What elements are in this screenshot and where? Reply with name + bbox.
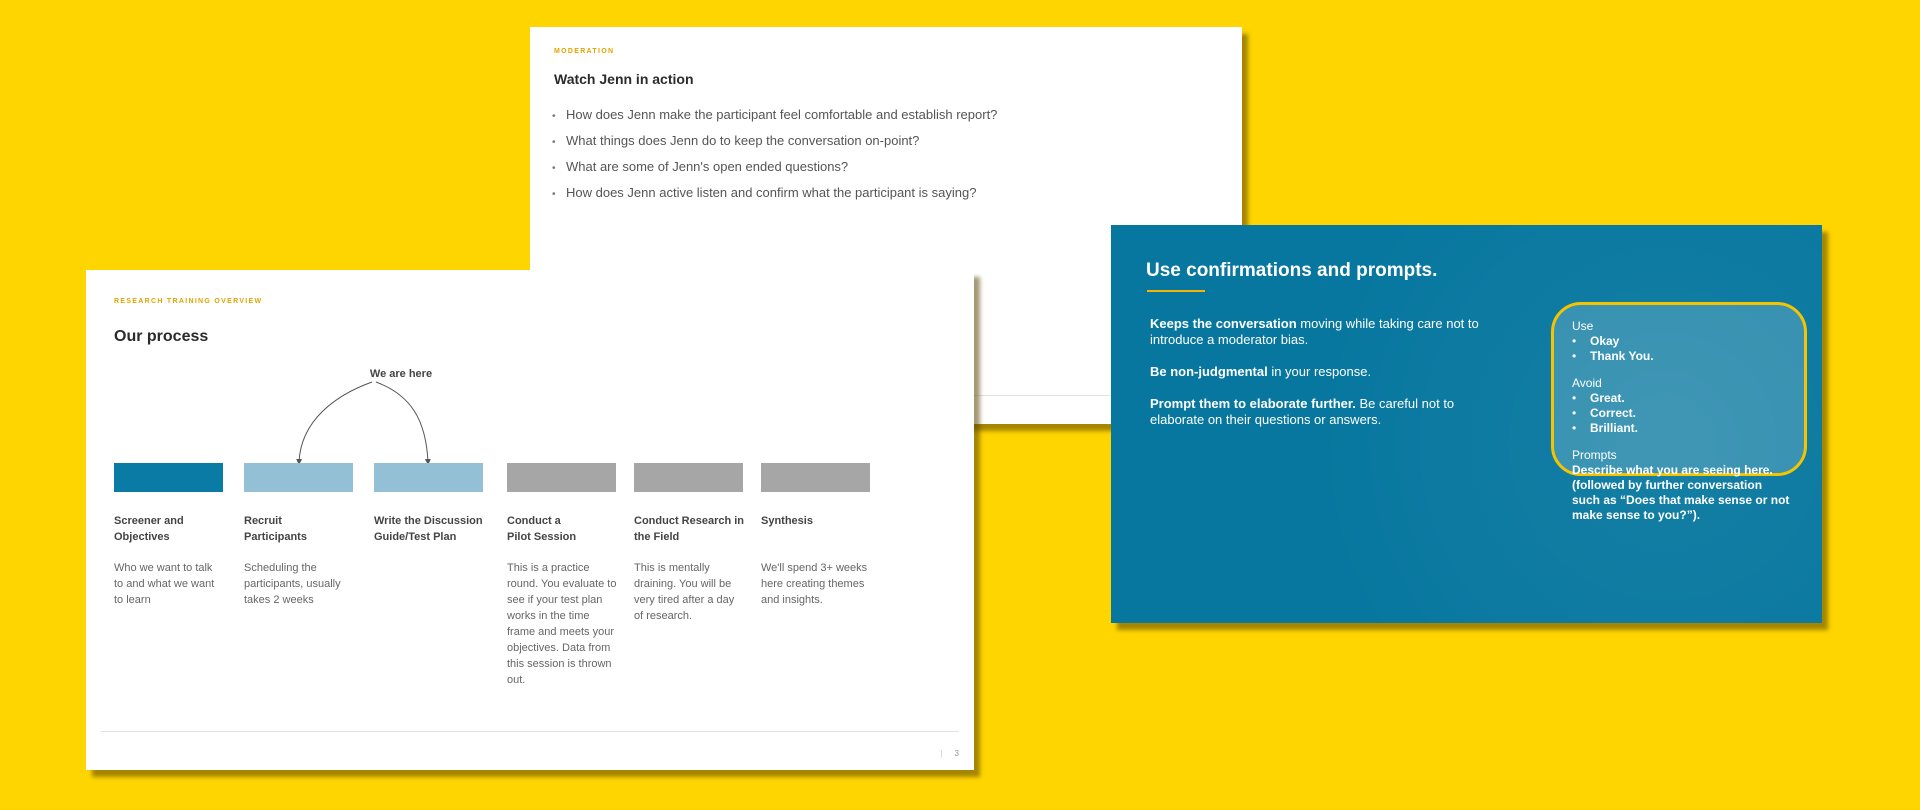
step-title [244, 513, 356, 545]
step-title-line: Recruit [244, 515, 282, 527]
use-item: Thank You. [1590, 349, 1654, 363]
step-title [374, 513, 486, 545]
list-item: • How does Jenn make the participant feel comfortable and establish report? [552, 107, 998, 122]
list-item: • Great. [1572, 391, 1625, 405]
step-description-line: frame and meets your [507, 626, 614, 638]
use-item: Okay [1590, 334, 1620, 348]
paragraph-bold: Be non-judgmental [1150, 364, 1268, 379]
callout-box [1551, 302, 1807, 522]
avoid-label: Avoid [1572, 376, 1602, 390]
step-title-line: the Field [634, 531, 680, 543]
paragraph [1150, 364, 1490, 380]
paragraph [1150, 396, 1490, 428]
question-text: How does Jenn make the participant feel comfortable and establish report? [566, 107, 998, 122]
question-text: What are some of Jenn's open ended questions? [566, 159, 849, 174]
step-description [507, 560, 619, 688]
step-bar [374, 463, 483, 492]
footer-divider [101, 731, 959, 732]
step-description-line: see if your test plan [507, 594, 603, 606]
paragraph-bold: Keeps the conversation [1150, 316, 1297, 331]
list-item: • Okay [1572, 334, 1620, 348]
step-title-line: Conduct Research in [634, 515, 745, 527]
step-title-line: Participants [244, 531, 307, 543]
avoid-item: Correct. [1590, 406, 1637, 420]
step-description-line: round. You evaluate to [507, 578, 617, 590]
list-item: • What things does Jenn do to keep the conversation on-point? [552, 133, 920, 148]
step-description-line: of research. [634, 610, 693, 622]
step-title-line: Synthesis [761, 515, 813, 527]
slide-title: Watch Jenn in action [554, 71, 694, 87]
step-description [634, 560, 746, 624]
page-number-value: 3 [954, 749, 959, 758]
step-title [507, 513, 619, 545]
list-item: • Thank You. [1572, 349, 1654, 363]
slide-prompts [1111, 225, 1822, 623]
step-bar [634, 463, 743, 492]
step-description-line: Scheduling the [244, 562, 317, 574]
list-item: • How does Jenn active listen and confirm what the participant is saying? [552, 185, 977, 200]
question-list [552, 107, 997, 211]
step-description-line: very tired after a day [634, 594, 735, 606]
step-description-line: participants, usually [244, 578, 341, 590]
paragraph-rest: Be careful not to elaborate on their questions or answers. [1150, 396, 1455, 427]
paragraph [1150, 316, 1490, 348]
paragraph-bold: Prompt them to elaborate further. [1150, 396, 1356, 411]
question-text: What things does Jenn do to keep the conversation on-point? [566, 133, 920, 148]
step-description-line: to and what we want [114, 578, 215, 590]
paragraph-rest: moving while taking care not to introduce a moderator bias. [1150, 316, 1479, 347]
step-title-line: Conduct a [507, 515, 561, 527]
list-item: • Correct. [1572, 406, 1637, 420]
avoid-item: Brilliant. [1590, 421, 1639, 435]
step-description-line: works in the time [507, 610, 590, 622]
step-bar [507, 463, 616, 492]
step-description-line: here creating themes [761, 578, 865, 590]
page-number: | 3 [940, 749, 959, 758]
step-bar [244, 463, 353, 492]
step-title-line: Screener and [114, 515, 184, 527]
avoid-item: Great. [1590, 391, 1625, 405]
step-description-line: This is mentally [634, 562, 710, 574]
step-description [114, 560, 226, 608]
prompts-label: Prompts [1572, 448, 1617, 462]
step-description-line: This is a practice [507, 562, 590, 574]
avoid-list [1572, 391, 1792, 436]
title-underline [1147, 290, 1205, 292]
step-description-line: this session is thrown [507, 658, 612, 670]
slide-process [86, 270, 974, 770]
slide-eyebrow: RESEARCH TRAINING OVERVIEW [114, 298, 263, 305]
step-description-line: takes 2 weeks [244, 594, 314, 606]
step-description-line: We'll spend 3+ weeks [761, 562, 868, 574]
arrow-to-discussion-guide [376, 382, 428, 462]
step-description-line: draining. You will be [634, 578, 732, 590]
slide-eyebrow: MODERATION [554, 48, 615, 55]
step-description-line: and insights. [761, 594, 823, 606]
paragraph-rest: in your response. [1267, 364, 1372, 379]
step-title [114, 513, 226, 545]
step-description [761, 560, 873, 608]
question-text: How does Jenn active listen and confirm what the participant is saying? [566, 185, 977, 200]
step-title-line: Pilot Session [507, 531, 577, 543]
step-description-line: objectives. Data from [507, 642, 611, 654]
list-item: • Brilliant. [1572, 421, 1639, 435]
list-item: • What are some of Jenn's open ended questions? [552, 159, 849, 174]
we-are-here-label: We are here [369, 368, 433, 380]
step-title-line: Objectives [114, 531, 170, 543]
step-title [634, 513, 746, 545]
step-bar [761, 463, 870, 492]
use-label: Use [1572, 319, 1594, 333]
arrows-diagram [86, 270, 974, 470]
step-title-line: Write the Discussion [374, 515, 483, 527]
slide-title: Our process [114, 328, 209, 345]
arrow-to-recruit [299, 382, 372, 462]
use-list [1572, 334, 1792, 364]
step-description-line: Who we want to talk [114, 562, 213, 574]
step-description-line: to learn [114, 594, 151, 606]
slide-title: Use confirmations and prompts. [1146, 260, 1438, 281]
step-title [761, 513, 873, 529]
step-description-line: out. [507, 674, 526, 686]
step-description [244, 560, 356, 608]
step-bar [114, 463, 223, 492]
step-title-line: Guide/Test Plan [374, 531, 457, 543]
prompts-text: Describe what you are seeing here. (followed by further conversation such as “Does that make sense or not make sense to you?”). [1572, 463, 1790, 522]
